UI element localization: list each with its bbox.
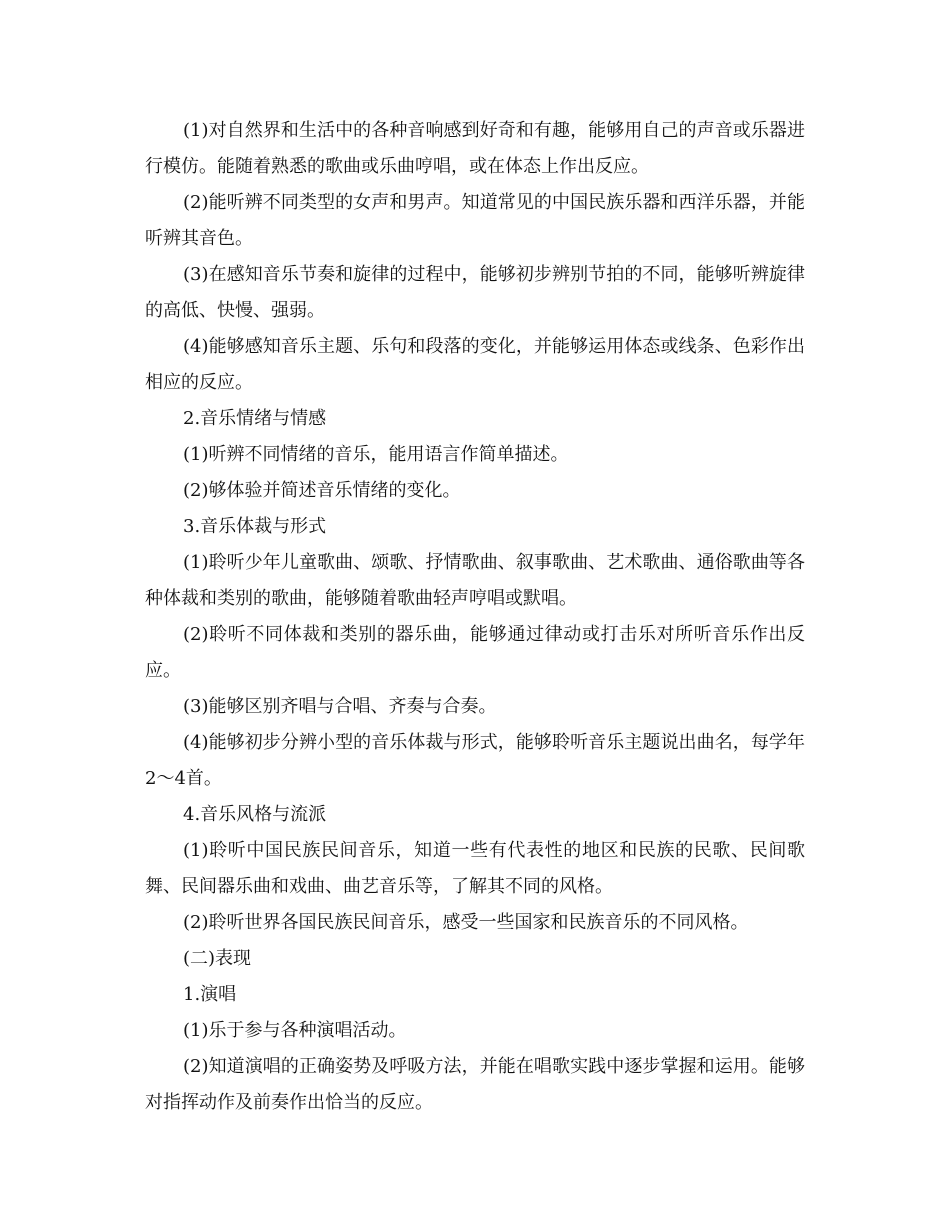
paragraph-perception-2: (2)能听辨不同类型的女声和男声。知道常见的中国民族乐器和西洋乐器，并能听辨其音色。 xyxy=(145,192,805,249)
paragraph-genre-2: (2)聆听不同体裁和类别的器乐曲，能够通过律动或打击乐对所听音乐作出反应。 xyxy=(145,624,805,681)
paragraph-singing-1: (1)乐于参与各种演唱活动。 xyxy=(183,1020,407,1041)
paragraph-style-1: (1)聆听中国民族民间音乐，知道一些有代表性的地区和民族的民歌、民间歌舞、民间器乐曲和戏曲、曲艺音乐等，了解其不同的风格。 xyxy=(145,840,805,897)
paragraph-genre-1: (1)聆听少年儿童歌曲、颂歌、抒情歌曲、叙事歌曲、艺术歌曲、通俗歌曲等各种体裁和类别的歌曲，能够随着歌曲轻声哼唱或默唱。 xyxy=(145,552,805,609)
section-heading-performance: (二)表现 xyxy=(183,948,252,969)
paragraph-perception-1: (1)对自然界和生活中的各种音响感到好奇和有趣，能够用自己的声音或乐器进行模仿。能随着熟悉的歌曲或乐曲哼唱，或在体态上作出反应。 xyxy=(145,120,805,177)
paragraph-style-2: (2)聆听世界各国民族民间音乐，感受一些国家和民族音乐的不同风格。 xyxy=(183,912,749,933)
paragraph-emotion-1: (1)听辨不同情绪的音乐，能用语言作简单描述。 xyxy=(183,444,569,465)
section-heading-style: 4.音乐风格与流派 xyxy=(183,804,327,825)
paragraph-perception-4: (4)能够感知音乐主题、乐句和段落的变化，并能够运用体态或线条、色彩作出相应的反应。 xyxy=(145,336,805,393)
section-heading-genre: 3.音乐体裁与形式 xyxy=(183,516,327,537)
paragraph-genre-4: (4)能够初步分辨小型的音乐体裁与形式，能够聆听音乐主题说出曲名，每学年2～4首。 xyxy=(145,732,805,789)
paragraph-singing-2: (2)知道演唱的正确姿势及呼吸方法，并能在唱歌实践中逐步掌握和运用。能够对指挥动作及前奏作出恰当的反应。 xyxy=(145,1056,805,1113)
document-body xyxy=(145,113,805,1121)
paragraph-emotion-2: (2)够体验并简述音乐情绪的变化。 xyxy=(183,480,461,501)
section-heading-singing: 1.演唱 xyxy=(183,984,237,1005)
paragraph-genre-3: (3)能够区别齐唱与合唱、齐奏与合奏。 xyxy=(183,696,497,717)
paragraph-perception-3: (3)在感知音乐节奏和旋律的过程中，能够初步辨别节拍的不同，能够听辨旋律的高低、快慢、强弱。 xyxy=(145,264,805,321)
section-heading-emotion: 2.音乐情绪与情感 xyxy=(183,408,327,429)
